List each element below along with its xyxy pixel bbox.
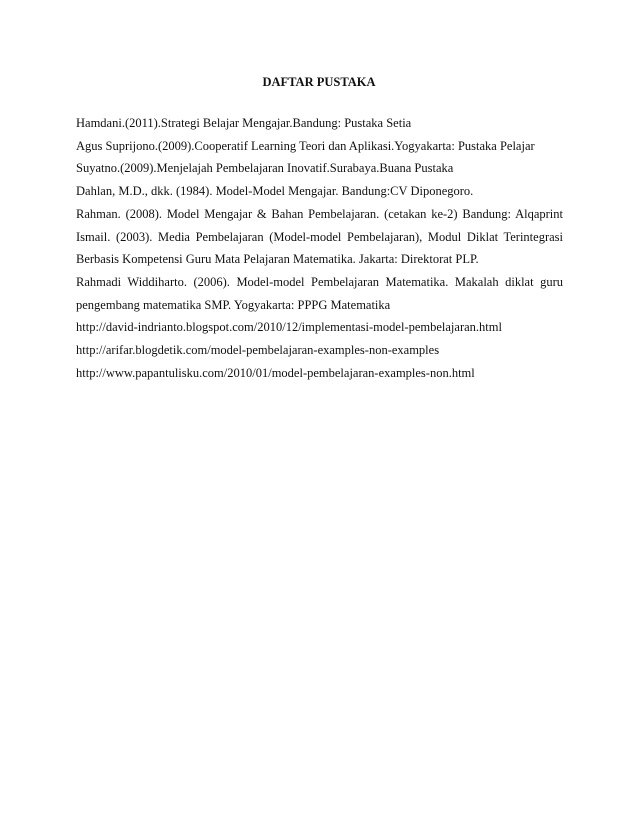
reference-line: pengembang matematika SMP. Yogyakarta: PPPG Matematika xyxy=(76,297,391,312)
reference-line: Hamdani.(2011).Strategi Belajar Mengajar.Bandung: Pustaka Setia xyxy=(76,116,412,130)
reference-line: Rahman. (2008). Model Mengajar & Bahan Pembelajaran. (cetakan ke-2) Bandung: Alqaprint xyxy=(76,206,563,221)
reference-url: http://arifar.blogdetik.com/model-pembelajaran-examples-non-examples xyxy=(76,343,440,358)
reference-line: Dahlan, M.D., dkk. (1984). Model-Model Mengajar. Bandung:CV Diponegoro. xyxy=(76,184,474,199)
reference-line: Rahmadi Widdiharto. (2006). Model-model Pembelajaran Matematika. Makalah diklat guru xyxy=(76,274,563,289)
reference-line: Berbasis Kompetensi Guru Mata Pelajaran Matematika. Jakarta: Direktorat PLP. xyxy=(76,252,479,267)
reference-line: Suyatno.(2009).Menjelajah Pembelajaran Inovatif.Surabaya.Buana Pustaka xyxy=(76,161,454,176)
reference-line: Agus Suprijono.(2009).Cooperatif Learning Teori dan Aplikasi.Yogyakarta: Pustaka Pelajar xyxy=(76,138,535,153)
reference-line: Ismail. (2003). Media Pembelajaran (Model-model Pembelajaran), Modul Diklat Terintegrasi xyxy=(76,229,563,244)
reference-url: http://www.papantulisku.com/2010/01/model-pembelajaran-examples-non.html xyxy=(76,365,475,380)
reference-url: http://david-indrianto.blogspot.com/2010/12/implementasi-model-pembelajaran.html xyxy=(76,320,502,335)
page-title: DAFTAR PUSTAKA xyxy=(262,75,376,89)
reference-list xyxy=(76,112,563,384)
